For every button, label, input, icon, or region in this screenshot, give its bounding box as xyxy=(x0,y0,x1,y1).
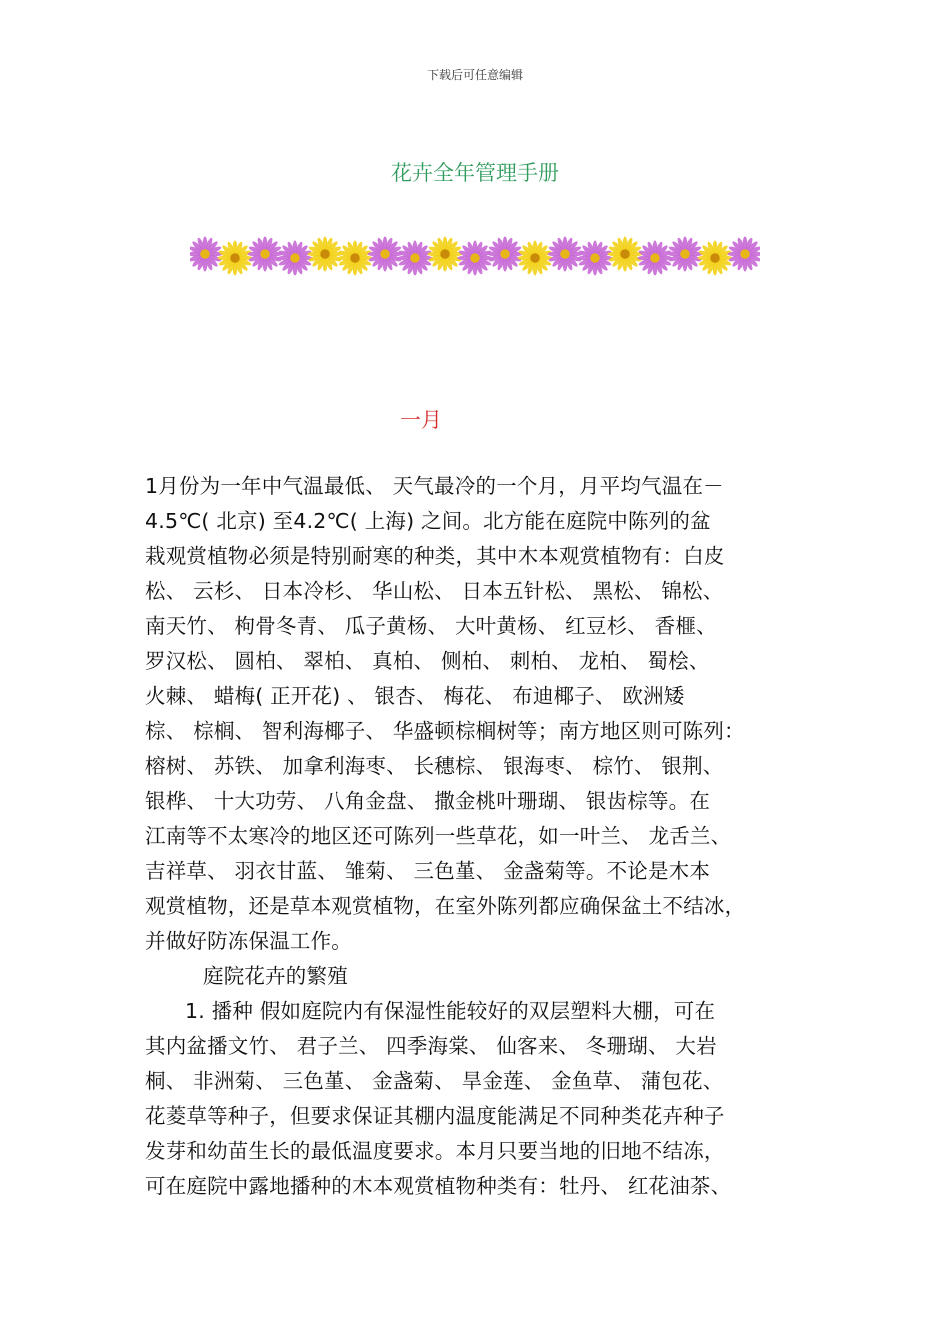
text-line: 可在庭院中露地播种的木本观赏植物种类有：牡丹、 红花油茶、 xyxy=(145,1174,732,1198)
flower-icon xyxy=(217,240,252,275)
flower-icon xyxy=(190,236,223,271)
header-note: 下载后可任意编辑 xyxy=(426,68,523,82)
flower-icon xyxy=(487,236,522,271)
text-line: 江南等不太寒冷的地区还可陈列一些草花，如一叶兰、 龙舌兰、 xyxy=(145,824,732,848)
text-line: 桐、 非洲菊、 三色堇、 金盏菊、 旱金莲、 金鱼草、 蒲包花、 xyxy=(145,1069,724,1093)
text-line: 吉祥草、 羽衣甘蓝、 雏菊、 三色堇、 金盏菊等。不论是木本 xyxy=(145,859,711,883)
flower-icon xyxy=(697,240,732,275)
text-line: 南天竹、 枸骨冬青、 瓜子黄杨、 大叶黄杨、 红豆杉、 香榧、 xyxy=(145,614,717,638)
flower-icon xyxy=(667,236,702,271)
text-line: 其内盆播文竹、 君子兰、 四季海棠、 仙客来、 冬珊瑚、 大岩 xyxy=(145,1034,717,1058)
flower-icon xyxy=(397,240,432,275)
flower-icon xyxy=(637,240,672,275)
month-heading: 一月 xyxy=(400,408,442,432)
flower-icon xyxy=(367,236,402,271)
text-line: 银桦、 十大功劳、 八角金盘、 撒金桃叶珊瑚、 银齿棕等。在 xyxy=(145,789,711,813)
flower-icon xyxy=(277,240,312,275)
text-line: 观赏植物，还是草本观赏植物，在室外陈列都应确保盆土不结冰， xyxy=(145,894,746,918)
text-line: 棕、 棕榈、 智利海椰子、 华盛顿棕榈树等；南方地区则可陈列： xyxy=(145,719,745,743)
text-line: 罗汉松、 圆柏、 翠柏、 真柏、 侧柏、 刺柏、 龙柏、 蜀桧、 xyxy=(145,649,710,673)
flower-icon xyxy=(307,236,342,271)
text-line: 火棘、 蜡梅( 正开花) 、 银杏、 梅花、 布迪椰子、 欧洲矮 xyxy=(145,684,685,708)
text-line: 发芽和幼苗生长的最低温度要求。本月只要当地的旧地不结冻， xyxy=(145,1139,725,1163)
document-title: 花卉全年管理手册 xyxy=(391,161,559,185)
flower-border-image xyxy=(190,226,760,286)
text-line: 并做好防冻保温工作。 xyxy=(145,929,352,953)
text-line: 栽观赏植物必须是特别耐寒的种类，其中木本观赏植物有：白皮 xyxy=(145,544,725,568)
text-line: 榕树、 苏铁、 加拿利海枣、 长穗棕、 银海枣、 棕竹、 银荆、 xyxy=(145,754,724,778)
text-line: 1. 播种 假如庭院内有保湿性能较好的双层塑料大棚，可在 xyxy=(185,999,716,1023)
flower-icon xyxy=(457,240,492,275)
text-line: 花菱草等种子，但要求保证其棚内温度能满足不同种类花卉种子 xyxy=(145,1104,725,1128)
section-heading: 庭院花卉的繁殖 xyxy=(203,964,348,988)
flower-icon xyxy=(247,236,282,271)
flower-icon xyxy=(517,240,552,275)
text-line: 4.5℃( 北京) 至4.2℃( 上海) 之间。北方能在庭院中陈列的盆 xyxy=(145,509,711,533)
body-text xyxy=(145,469,810,1204)
text-line: 1月份为一年中气温最低、 天气最冷的一个月，月平均气温在－ xyxy=(145,474,724,498)
flower-icon xyxy=(727,236,760,271)
flower-icon xyxy=(427,236,462,271)
flower-icon xyxy=(577,240,612,275)
text-line: 松、 云杉、 日本冷杉、 华山松、 日本五针松、 黑松、 锦松、 xyxy=(145,579,724,603)
flower-icon xyxy=(607,236,642,271)
flower-icon xyxy=(337,240,372,275)
flower-icon xyxy=(547,236,582,271)
